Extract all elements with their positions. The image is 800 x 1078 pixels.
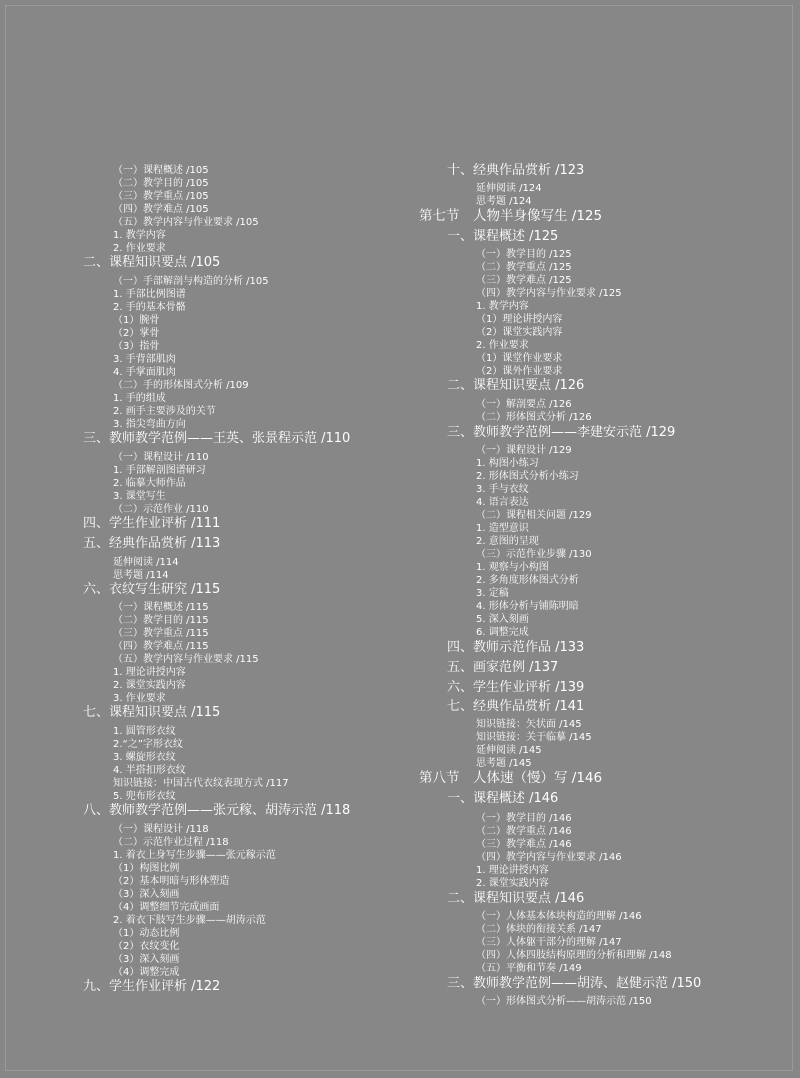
toc-right-sub-entry: 思考题 /124 <box>476 196 532 207</box>
toc-left-chapter-entry: 三、教师教学范例——王英、张景程示范 /110 <box>83 431 351 446</box>
toc-left-sub-entry: 2. 课堂实践内容 <box>113 680 186 691</box>
toc-right-sub-entry: （四）人体四肢结构原理的分析和理解 /148 <box>476 950 672 961</box>
toc-left-sub-entry: 3. 手背部肌肉 <box>113 354 176 365</box>
toc-left-chapter-entry: 九、学生作业评析 /122 <box>83 979 221 994</box>
toc-left-chapter-entry: 四、学生作业评析 /111 <box>83 516 221 531</box>
toc-right-sub-entry: （一）课程设计 /129 <box>476 445 572 456</box>
toc-right-sub-entry: 思考题 /145 <box>476 758 532 769</box>
toc-right-sub-entry: 3. 定稿 <box>476 588 509 599</box>
toc-left-sub-entry: （五）教学内容与作业要求 /105 <box>113 217 259 228</box>
toc-left-sub-entry: （四）教学难点 /115 <box>113 641 209 652</box>
toc-left-sub-entry: （二）示范作业 /110 <box>113 504 209 515</box>
toc-right-sub-entry: 知识链接：矢状面 /145 <box>476 719 582 730</box>
toc-right-sub-entry: 5. 深入刻画 <box>476 614 529 625</box>
toc-left-sub-entry: （1）动态比例 <box>113 928 180 939</box>
toc-right-sub-entry: （一）形体图式分析——胡涛示范 /150 <box>476 996 652 1007</box>
toc-left-sub-entry: 思考题 /114 <box>113 570 169 581</box>
toc-left-sub-entry: 2. 临摹大师作品 <box>113 478 186 489</box>
toc-left-sub-entry: 2. 着衣下肢写生步骤——胡涛示范 <box>113 915 266 926</box>
toc-left-sub-entry: （2）基本明暗与形体塑造 <box>113 876 230 887</box>
toc-right-chapter-entry: 二、课程知识要点 /126 <box>447 378 585 393</box>
toc-left-sub-entry: （3）指骨 <box>113 341 160 352</box>
toc-right-sub-entry: （三）教学难点 /125 <box>476 275 572 286</box>
toc-right-section-heading: 第七节 人物半身像写生 /125 <box>419 208 603 224</box>
toc-left-sub-entry: （三）教学重点 /105 <box>113 191 209 202</box>
toc-right-chapter-entry: 五、画家范例 /137 <box>447 660 559 675</box>
toc-right-chapter-entry: 十、经典作品赏析 /123 <box>447 163 585 178</box>
toc-right-sub-entry: 1. 观察与小构图 <box>476 562 549 573</box>
toc-right-sub-entry: （二）体块的衔接关系 /147 <box>476 924 602 935</box>
toc-left-sub-entry: （五）教学内容与作业要求 /115 <box>113 654 259 665</box>
toc-right-chapter-entry: 三、教师教学范例——李建安示范 /129 <box>447 425 676 440</box>
toc-left-sub-entry: （1）腕骨 <box>113 315 160 326</box>
toc-left-chapter-entry: 八、教师教学范例——张元稼、胡涛示范 /118 <box>83 803 351 818</box>
toc-right-section-heading: 第八节 人体速（慢）写 /146 <box>419 770 603 786</box>
toc-left-sub-entry: （二）教学目的 /105 <box>113 178 209 189</box>
toc-right-sub-entry: （四）教学内容与作业要求 /125 <box>476 288 622 299</box>
toc-right-sub-entry: （三）教学难点 /146 <box>476 839 572 850</box>
toc-right-chapter-entry: 一、课程概述 /146 <box>447 791 559 806</box>
toc-right-sub-entry: 1. 教学内容 <box>476 301 529 312</box>
toc-left-sub-entry: 4. 手掌面肌肉 <box>113 367 176 378</box>
toc-left-sub-entry: （2）衣纹变化 <box>113 941 180 952</box>
toc-right-sub-entry: 2. 意图的呈现 <box>476 536 539 547</box>
toc-right-sub-entry: （1）理论讲授内容 <box>476 314 563 325</box>
toc-right-sub-entry: （五）平衡和节奏 /149 <box>476 963 582 974</box>
toc-left-sub-entry: （二）示范作业过程 /118 <box>113 837 229 848</box>
toc-left-chapter-entry: 六、衣纹写生研究 /115 <box>83 582 221 597</box>
toc-left-sub-entry: （一）课程概述 /115 <box>113 602 209 613</box>
toc-right-sub-entry: 2. 作业要求 <box>476 340 529 351</box>
toc-left-sub-entry: 1. 教学内容 <box>113 230 166 241</box>
toc-right-sub-entry: 1. 理论讲授内容 <box>476 865 549 876</box>
toc-left-sub-entry: （一）课程概述 /105 <box>113 165 209 176</box>
toc-right-sub-entry: （一）教学目的 /146 <box>476 813 572 824</box>
toc-left-sub-entry: （一）课程设计 /118 <box>113 824 209 835</box>
toc-left-chapter-entry: 五、经典作品赏析 /113 <box>83 536 221 551</box>
toc-left-sub-entry: 3. 螺旋形衣纹 <box>113 752 176 763</box>
toc-right-sub-entry: 6. 调整完成 <box>476 627 529 638</box>
toc-right-sub-entry: 1. 构图小练习 <box>476 458 539 469</box>
toc-right-sub-entry: （一）解剖要点 /126 <box>476 399 572 410</box>
toc-left-chapter-entry: 七、课程知识要点 /115 <box>83 705 221 720</box>
toc-left-sub-entry: 1. 着衣上身写生步骤——张元稼示范 <box>113 850 276 861</box>
toc-right-sub-entry: （一）人体基本体块构造的理解 /146 <box>476 911 642 922</box>
toc-left-sub-entry: 4. 半搭扣形衣纹 <box>113 765 186 776</box>
toc-left-sub-entry: 1. 圆管形衣纹 <box>113 726 176 737</box>
toc-left-sub-entry: （3）深入刻画 <box>113 889 180 900</box>
toc-left-chapter-entry: 二、课程知识要点 /105 <box>83 255 221 270</box>
toc-left-sub-entry: 3. 作业要求 <box>113 693 166 704</box>
toc-right-sub-entry: 2. 多角度形体图式分析 <box>476 575 579 586</box>
toc-left-sub-entry: （4）调整细节完成画面 <box>113 902 220 913</box>
toc-right-sub-entry: 4. 语言表达 <box>476 497 529 508</box>
toc-left-sub-entry: 2. 手的基本骨骼 <box>113 302 186 313</box>
toc-right-sub-entry: （二）课程相关问题 /129 <box>476 510 592 521</box>
toc-right-sub-entry: （二）教学重点 /146 <box>476 826 572 837</box>
toc-right-chapter-entry: 一、课程概述 /125 <box>447 229 559 244</box>
toc-right-sub-entry: （一）教学目的 /125 <box>476 249 572 260</box>
toc-left-sub-entry: 延伸阅读 /114 <box>113 557 179 568</box>
toc-right-sub-entry: （三）人体躯干部分的理解 /147 <box>476 937 622 948</box>
toc-right-sub-entry: （2）课堂实践内容 <box>476 327 563 338</box>
toc-right-sub-entry: 延伸阅读 /145 <box>476 745 542 756</box>
toc-left-sub-entry: （2）掌骨 <box>113 328 160 339</box>
toc-left-sub-entry: 2. 画手主要涉及的关节 <box>113 406 216 417</box>
toc-left-sub-entry: （3）深入刻画 <box>113 954 180 965</box>
toc-left-sub-entry: 1. 手部解剖图谱研习 <box>113 465 206 476</box>
toc-left-sub-entry: 1. 手部比例图谱 <box>113 289 186 300</box>
toc-left-sub-entry: （4）调整完成 <box>113 967 180 978</box>
toc-left-sub-entry: （二）教学目的 /115 <box>113 615 209 626</box>
toc-right-sub-entry: （四）教学内容与作业要求 /146 <box>476 852 622 863</box>
toc-left-sub-entry: 1. 手的组成 <box>113 393 166 404</box>
toc-left-sub-entry: （三）教学重点 /115 <box>113 628 209 639</box>
toc-left-sub-entry: （1）构图比例 <box>113 863 180 874</box>
toc-left-sub-entry: （一）课程设计 /110 <box>113 452 209 463</box>
toc-left-sub-entry: 2.“之”字形衣纹 <box>113 739 183 750</box>
toc-right-sub-entry: （三）示范作业步骤 /130 <box>476 549 592 560</box>
toc-right-sub-entry: 4. 形体分析与铺陈明暗 <box>476 601 579 612</box>
toc-right-sub-entry: （二）形体图式分析 /126 <box>476 412 592 423</box>
toc-left-sub-entry: （二）手的形体图式分析 /109 <box>113 380 249 391</box>
toc-right-sub-entry: 1. 造型意识 <box>476 523 529 534</box>
toc-right-chapter-entry: 四、教师示范作品 /133 <box>447 640 585 655</box>
toc-right-sub-entry: 2. 课堂实践内容 <box>476 878 549 889</box>
toc-right-sub-entry: （二）教学重点 /125 <box>476 262 572 273</box>
toc-left-sub-entry: 3. 指尖弯曲方向 <box>113 419 186 430</box>
toc-right-chapter-entry: 六、学生作业评析 /139 <box>447 680 585 695</box>
toc-left-sub-entry: 2. 作业要求 <box>113 243 166 254</box>
toc-right-chapter-entry: 七、经典作品赏析 /141 <box>447 699 585 714</box>
toc-right-sub-entry: 2. 形体图式分析小练习 <box>476 471 579 482</box>
toc-right-chapter-entry: 二、课程知识要点 /146 <box>447 891 585 906</box>
toc-right-sub-entry: 知识链接：关于临摹 /145 <box>476 732 592 743</box>
toc-left-sub-entry: （一）手部解剖与构造的分析 /105 <box>113 276 269 287</box>
toc-left-sub-entry: 1. 理论讲授内容 <box>113 667 186 678</box>
toc-right-chapter-entry: 三、教师教学范例——胡涛、赵健示范 /150 <box>447 976 702 991</box>
toc-left-sub-entry: 3. 课堂写生 <box>113 491 166 502</box>
toc-right-sub-entry: 3. 手与衣纹 <box>476 484 529 495</box>
toc-right-sub-entry: 延伸阅读 /124 <box>476 183 542 194</box>
toc-left-sub-entry: （四）教学难点 /105 <box>113 204 209 215</box>
toc-left-sub-entry: 5. 兜布形衣纹 <box>113 791 176 802</box>
toc-left-sub-entry: 知识链接：中国古代衣纹表现方式 /117 <box>113 778 289 789</box>
toc-right-sub-entry: （1）课堂作业要求 <box>476 353 563 364</box>
toc-right-sub-entry: （2）课外作业要求 <box>476 366 563 377</box>
